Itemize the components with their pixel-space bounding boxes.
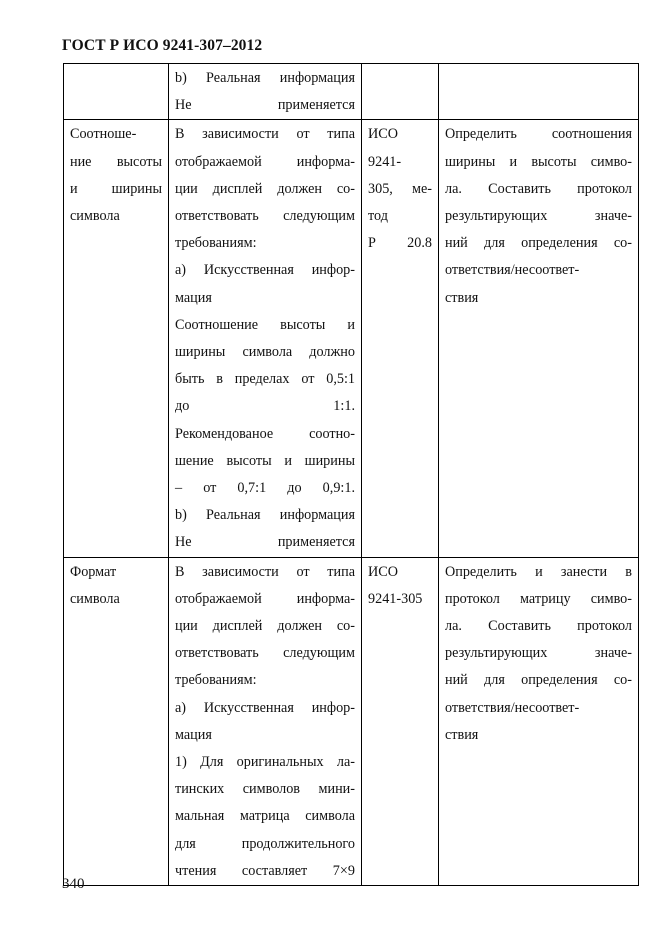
text-line: ответствия/несоответ- bbox=[445, 262, 580, 279]
procedure-cell bbox=[439, 557, 639, 885]
text-line: требованиям: bbox=[175, 672, 257, 689]
text-line: Рекомендованое соотно- bbox=[175, 425, 355, 442]
text-line: тинских символов мини- bbox=[175, 781, 355, 798]
text-line: Формат bbox=[70, 563, 117, 580]
method-cell bbox=[362, 557, 439, 885]
text-line: чтения составляет 7×9 bbox=[175, 862, 355, 879]
requirements-table bbox=[63, 63, 639, 886]
procedure-cell bbox=[439, 120, 639, 557]
text-line: ний для определения со- bbox=[445, 672, 632, 689]
text-line: ответствовать следующим bbox=[175, 208, 355, 225]
requirement-cell bbox=[169, 557, 362, 885]
text-line: ла. Составить протокол bbox=[445, 180, 632, 197]
text-line: Не применяется bbox=[175, 534, 355, 551]
text-line: В зависимости от типа bbox=[175, 563, 355, 580]
table-row bbox=[64, 120, 639, 557]
text-line: b) Реальная информация bbox=[175, 70, 355, 86]
text-line: 9241-305 bbox=[368, 590, 423, 607]
text-line: В зависимости от типа bbox=[175, 126, 355, 143]
text-line: символа bbox=[70, 208, 120, 225]
text-line: мация bbox=[175, 726, 212, 743]
text-line: результирующих значе- bbox=[445, 208, 632, 225]
text-line: шение высоты и ширины bbox=[175, 452, 355, 469]
procedure-cell bbox=[439, 64, 639, 120]
text-line: ствия bbox=[445, 726, 479, 743]
text-line: до 1:1. bbox=[175, 398, 355, 415]
text-line: ИСО bbox=[368, 563, 398, 580]
text-line: ширины и высоты симво- bbox=[445, 153, 632, 170]
table-row bbox=[64, 64, 639, 120]
method-cell bbox=[362, 120, 439, 557]
text-line: ции дисплей должен со- bbox=[175, 618, 355, 635]
text-line: ответствовать следующим bbox=[175, 645, 355, 662]
text-line: Не применяется bbox=[175, 97, 355, 114]
text-line: а) Искусственная инфор- bbox=[175, 262, 355, 279]
requirement-cell bbox=[169, 64, 362, 120]
requirement-cell bbox=[169, 120, 362, 557]
parameter-cell bbox=[64, 557, 169, 885]
text-line: ответствия/несоответ- bbox=[445, 699, 580, 716]
method-cell bbox=[362, 64, 439, 120]
text-line: ИСО bbox=[368, 126, 398, 143]
document-header: ГОСТ Р ИСО 9241-307–2012 bbox=[62, 37, 263, 54]
text-line: – от 0,7:1 до 0,9:1. bbox=[175, 480, 355, 497]
table-row bbox=[64, 557, 639, 885]
text-line: Определить соотношения bbox=[445, 126, 632, 143]
text-line: для продолжительного bbox=[175, 835, 355, 852]
page-number: 340 bbox=[62, 876, 85, 892]
parameter-cell bbox=[64, 120, 169, 557]
text-line: Определить и занести в bbox=[445, 563, 632, 580]
text-line: 1) Для оригинальных ла- bbox=[175, 754, 355, 771]
text-line: тод bbox=[368, 208, 388, 225]
text-line: мальная матрица символа bbox=[175, 808, 355, 825]
text-line: отображаемой информа- bbox=[175, 153, 355, 170]
text-line: ствия bbox=[445, 289, 479, 306]
text-line: мация bbox=[175, 289, 212, 306]
text-line: символа bbox=[70, 590, 120, 607]
text-line: ции дисплей должен со- bbox=[175, 180, 355, 197]
text-line: требованиям: bbox=[175, 235, 257, 252]
text-line: а) Искусственная инфор- bbox=[175, 699, 355, 716]
text-line: ние высоты bbox=[70, 153, 162, 170]
text-line: 9241- bbox=[368, 153, 402, 170]
text-line: ширины символа должно bbox=[175, 344, 355, 361]
text-line: отображаемой информа- bbox=[175, 590, 355, 607]
text-line: b) Реальная информация bbox=[175, 507, 355, 524]
text-line: Соотношение высоты и bbox=[175, 316, 355, 333]
text-line: ний для определения со- bbox=[445, 235, 632, 252]
text-line: 305, ме- bbox=[368, 180, 432, 197]
text-line: и ширины bbox=[70, 180, 162, 197]
text-line: быть в пределах от 0,5:1 bbox=[175, 371, 355, 388]
text-line: результирующих значе- bbox=[445, 645, 632, 662]
text-line: Р 20.8 bbox=[368, 235, 432, 252]
text-line: протокол матрицу симво- bbox=[445, 590, 632, 607]
text-line: Соотноше- bbox=[70, 126, 137, 143]
parameter-cell bbox=[64, 64, 169, 120]
text-line: ла. Составить протокол bbox=[445, 618, 632, 635]
